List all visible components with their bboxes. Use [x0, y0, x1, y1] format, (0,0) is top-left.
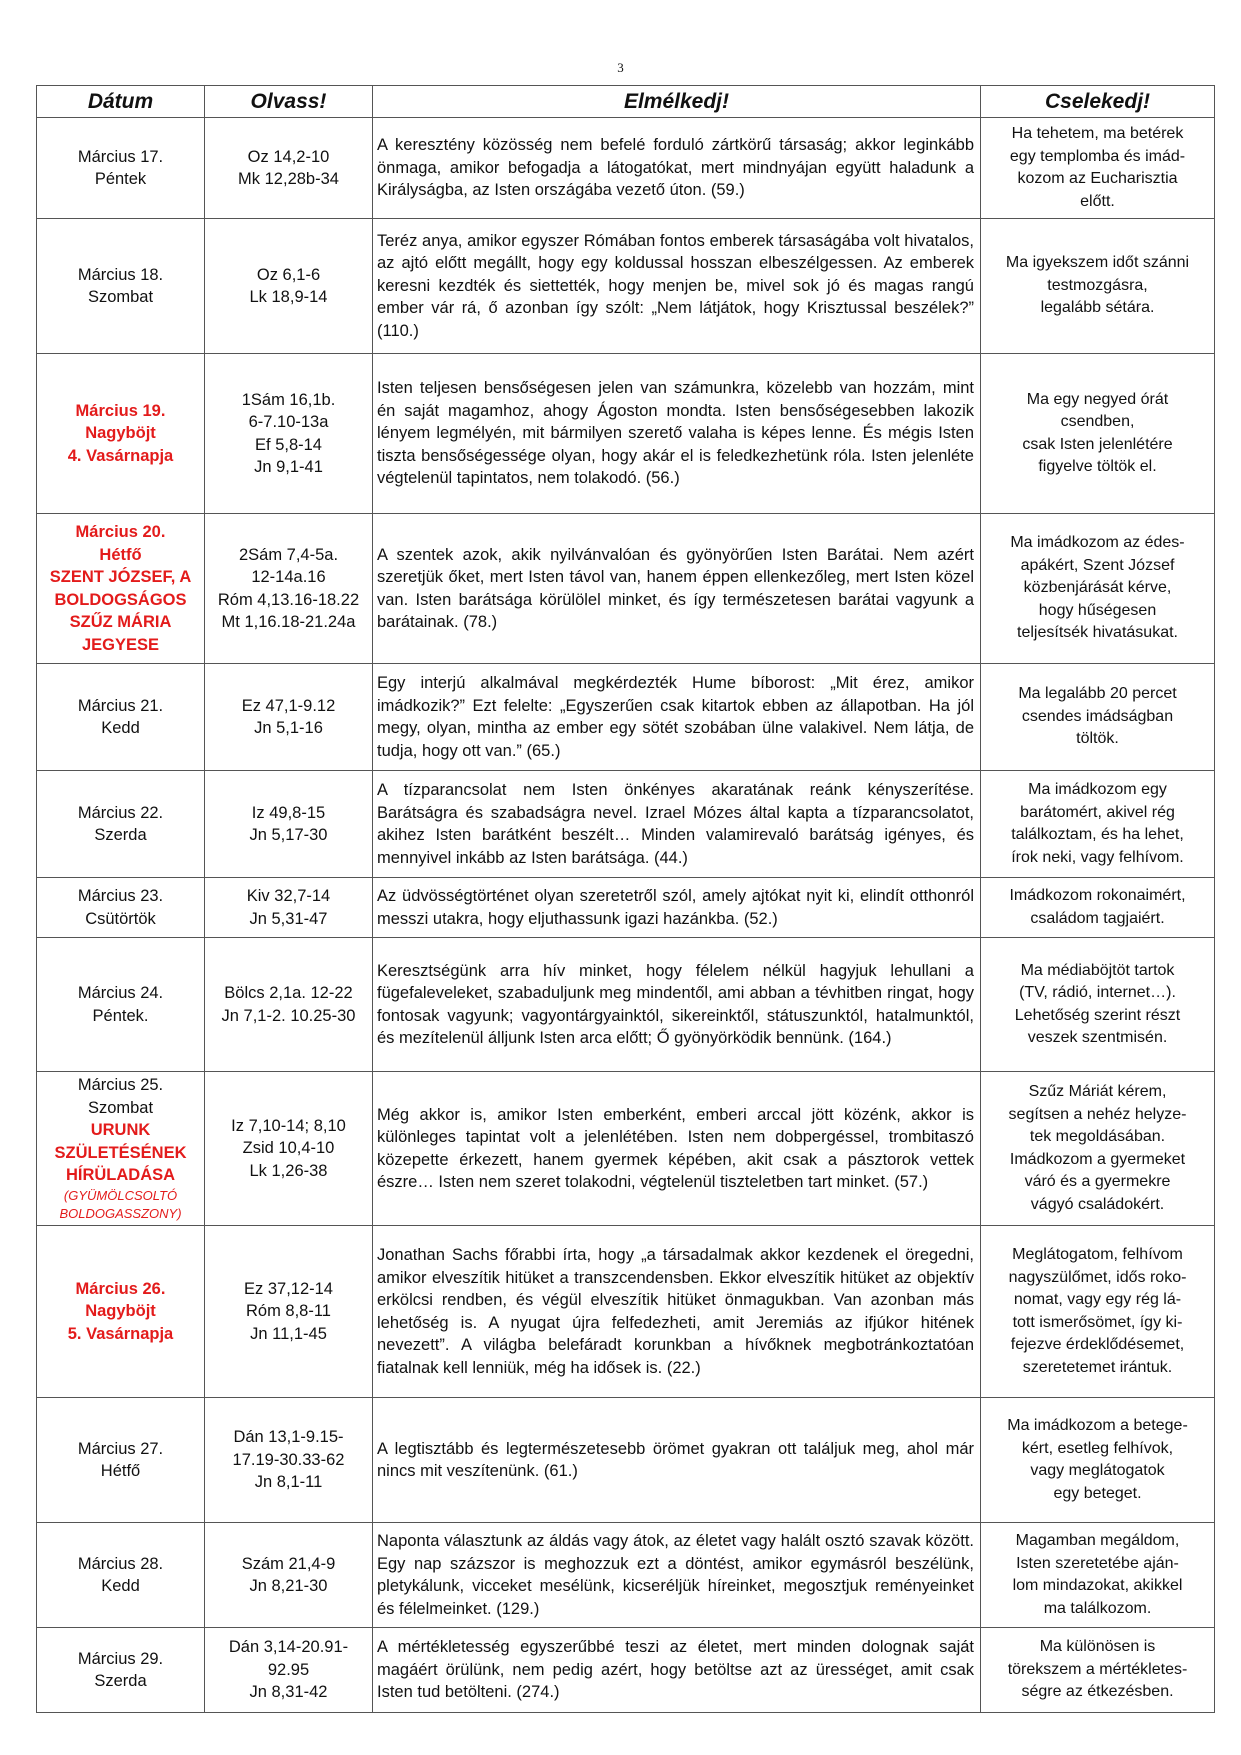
header-read: Olvass!	[205, 86, 373, 118]
action-line: töltök.	[1076, 730, 1119, 748]
reading-reference: Mt 1,16.18-21.24a	[221, 613, 356, 631]
date-cell	[37, 664, 205, 771]
action-line: közbenjárását kérve,	[1023, 579, 1172, 597]
table-row	[37, 514, 1215, 664]
date-line: (GYÜMÖLCSOLTÓ	[63, 1187, 178, 1203]
table-row	[37, 219, 1215, 354]
date-cell	[37, 118, 205, 219]
table-row	[37, 1398, 1215, 1523]
date-line: Március 20.	[75, 523, 166, 541]
date-cell	[37, 878, 205, 938]
date-line: JEGYESE	[81, 635, 160, 654]
reading-reference: Jn 11,1-45	[250, 1324, 327, 1343]
action-line: (TV, rádió, internet…).	[1019, 984, 1176, 1001]
action-line: találkoztam, és ha lehet,	[1011, 826, 1184, 843]
date-cell	[37, 219, 205, 354]
action-line: egy beteget.	[1053, 1484, 1142, 1502]
date-cell	[37, 1398, 205, 1523]
action-line: írok neki, vagy felhívom.	[1011, 848, 1184, 866]
reflection-cell	[373, 354, 981, 514]
reading-reference: Jn 8,31-42	[249, 1683, 328, 1702]
action-line: Lehetőség szerint részt	[1014, 1006, 1181, 1024]
action-line: Ma igyekszem időt szánni	[1005, 254, 1190, 272]
action-line: kozom az Eucharisztia	[1017, 170, 1178, 187]
reading-reference: Róm 8,8-11	[246, 1302, 331, 1321]
date-line: Március 22.	[77, 803, 164, 822]
reflection-text: A szentek azok, akik nyilvánvalóan és gyönyörűen Isten Barátai. Nem azért szeretjük őket, mert Isten távol van, hanem éppen ellenkezőleg, mert Isten közel van. Isten barátsága körülölel minket, és így természetesen barátai vagyunk a barátainak. (78.)	[377, 545, 974, 631]
action-line: szeretetemet irántuk.	[1022, 1358, 1173, 1376]
reading-reference: Ez 47,1-9.12	[241, 696, 336, 715]
date-line: BOLDOGSÁGOS	[54, 590, 187, 609]
reading-cell	[205, 1398, 373, 1523]
date-line: Március 29.	[77, 1649, 164, 1668]
date-line: SZÜLETÉSÉNEK	[54, 1143, 187, 1162]
date-line: 5. Vasárnapja	[67, 1324, 174, 1343]
action-cell	[981, 1226, 1215, 1398]
table-header-row	[37, 86, 1215, 118]
table-row	[37, 771, 1215, 878]
table-row	[37, 1226, 1215, 1398]
date-cell	[37, 1072, 205, 1226]
reading-reference: Iz 49,8-15	[251, 803, 326, 822]
date-line: Március 26.	[75, 1279, 166, 1298]
reflection-text: A keresztény közösség nem befelé forduló zártkörű társaság; akkor leginkább önmaga, amikor befogadja a látogatókat, mert mindnyájan együtt haladunk a Királyságba, az Isten országába vezető úton. (59.)	[377, 136, 974, 200]
date-line: Március 27.	[77, 1439, 164, 1458]
reading-reference: Oz 6,1-6	[256, 265, 321, 284]
header-date: Dátum	[37, 86, 205, 118]
header-act: Cselekedj!	[981, 86, 1215, 118]
reflection-text: Még akkor is, amikor Isten emberként, emberi arccal jött közénk, akkor is különleges tapintat volt a jelenlétében. Isten nem dobpergéssel, trombitaszó közepette érkezett, hanem gyermek képében, akit csak a pásztorok vettek észre… Isten nem szeret tolakodni, végtelenül tiszteletben tart minket. (57.)	[377, 1105, 974, 1191]
reading-reference: Jn 5,31-47	[249, 909, 328, 928]
reading-reference: Dán 3,14-20.91-	[228, 1638, 349, 1657]
reflection-cell	[373, 1628, 981, 1713]
date-line: BOLDOGASSZONY)	[59, 1205, 182, 1221]
reflection-cell	[373, 771, 981, 878]
reading-cell	[205, 219, 373, 354]
action-line: váró és a gyermekre	[1024, 1173, 1171, 1190]
date-line: Hétfő	[100, 1462, 141, 1480]
date-line: Kedd	[101, 719, 140, 737]
reflection-cell	[373, 938, 981, 1072]
reflection-text: Keresztségünk arra hív minket, hogy félelem nélkül hagyjuk lehullani a fügefaleveleket, szabaduljunk meg mindentől, ami abban a tévhitben ringat, hogy fontosak vagyunk; vagyontárgyainktól, sikereinktől, státuszunktól, hatalmunktól, és mezítelenül álljunk Isten arca előtt; Ő gyönyörködik bennünk. (164.)	[377, 961, 974, 1047]
reading-reference: Zsid 10,4-10	[242, 1139, 335, 1158]
reading-cell	[205, 118, 373, 219]
action-cell	[981, 771, 1215, 878]
date-line: Március 28.	[77, 1554, 164, 1573]
table-row	[37, 938, 1215, 1072]
action-line: tott ismerősömet, így ki-	[1012, 1313, 1183, 1331]
action-line: családom tagjaiért.	[1030, 909, 1165, 927]
date-cell	[37, 354, 205, 514]
reading-reference: Jn 5,17-30	[249, 826, 328, 844]
reflection-text: Isten teljesen bensőségesen jelen van számunkra, közelebb van hozzám, mint én saját magamhoz, ahogy Ágoston mondta. Isten bensőségesebben lakozik lényem legmélyén, mit bármilyen szerető valaha is képes lenne. És mégis Isten tiszta bensőségessége olyan, hogy akár el is feledkezhetünk róla. Isten jelenléte végtelenül tapintatos, nem tolakodó. (56.)	[377, 379, 974, 488]
action-line: legalább sétára.	[1040, 299, 1155, 317]
action-line: segítsen a nehéz helyze-	[1008, 1105, 1187, 1123]
action-line: kért, esetleg felhívok,	[1021, 1439, 1174, 1457]
reading-reference: Jn 5,1-16	[254, 719, 323, 737]
reading-reference: Jn 9,1-41	[254, 458, 323, 476]
action-line: Ma imádkozom az édes-	[1010, 534, 1185, 552]
action-line: testmozgásra,	[1047, 276, 1148, 294]
action-line: Isten szeretetébe aján-	[1016, 1554, 1179, 1572]
reading-reference: Lk 1,26-38	[249, 1161, 328, 1180]
reading-reference: 6-7.10-13a	[248, 413, 329, 431]
reflection-text: Teréz anya, amikor egyszer Rómában fontos emberek társaságába volt hivatalos, az ajtó előtt megállt, hogy egy koldussal hosszan elbeszélgessen. Az emberek keresni kezdték és siettették, hogy menjen be, mivel sok jó és magas rangú ember vár rá, ő azonban így szólt: „Nem látjátok, hogy Krisztussal beszélek?” (110.)	[377, 231, 974, 340]
date-line: Szombat	[87, 1098, 154, 1117]
reading-reference: 92.95	[267, 1660, 310, 1679]
action-line: Ha tehetem, ma betérek	[1011, 125, 1184, 142]
table-row	[37, 1628, 1215, 1713]
reading-cell	[205, 514, 373, 664]
action-line: vágyó családokért.	[1030, 1195, 1165, 1213]
date-line: Szerda	[94, 826, 147, 844]
action-cell	[981, 219, 1215, 354]
table-row	[37, 1523, 1215, 1628]
table-row	[37, 664, 1215, 771]
action-line: apákért, Szent József	[1020, 556, 1175, 574]
table-row	[37, 1072, 1215, 1226]
action-line: törekszem a mértékletes-	[1007, 1660, 1188, 1678]
reading-reference: Kiv 32,7-14	[246, 887, 331, 905]
reflection-text: Naponta választunk az áldás vagy átok, az életet vagy halált osztó szavak között. Egy nap százszor is meghozzuk ezt a döntést, amikor egymásról beszélünk, pletykálunk, vicceket mesélünk, kicseréljük híreinket, megosztjuk reményeinket és félelmeinket. (129.)	[377, 1532, 974, 1618]
table-body	[37, 118, 1215, 1713]
action-line: fejezve érdeklődésemet,	[1010, 1336, 1185, 1353]
date-line: SZŰZ MÁRIA	[69, 613, 172, 631]
reading-reference: Bölcs 2,1a. 12-22	[224, 984, 353, 1002]
action-line: Ma egy negyed órát	[1026, 390, 1169, 408]
date-line: Március 21.	[77, 696, 164, 715]
date-line: Szerda	[94, 1672, 147, 1690]
reading-reference: Jn 7,1-2. 10.25-30	[221, 1006, 356, 1025]
action-line: előtt.	[1080, 192, 1115, 210]
action-line: Ma imádkozom a betege-	[1007, 1417, 1188, 1434]
date-cell	[37, 1523, 205, 1628]
action-line: nagyszülőmet, idős roko-	[1008, 1268, 1187, 1286]
date-line: Március 17.	[77, 147, 164, 166]
reading-reference: 2Sám 7,4-5a.	[238, 545, 339, 564]
date-line: Március 24.	[77, 984, 164, 1002]
reading-reference: Ef 5,8-14	[255, 435, 322, 454]
action-line: Ma imádkozom egy	[1028, 781, 1167, 798]
header-reflect: Elmélkedj!	[373, 86, 981, 118]
reading-cell	[205, 1226, 373, 1398]
action-line: Imádkozom rokonaimért,	[1009, 887, 1186, 904]
date-line: Péntek	[94, 170, 147, 188]
action-line: tek megoldásában.	[1029, 1128, 1166, 1145]
date-line: Nagyböjt	[85, 1302, 156, 1321]
date-line: Csütörtök	[85, 909, 156, 928]
reflection-text: A mértékletesség egyszerűbbé teszi az életet, mert minden dolognak saját magáért örülünk, nem pedig azért, hogy betöltse azt az ürességet, amit csak Isten tud betölteni. (274.)	[377, 1638, 974, 1702]
reading-reference: Dán 13,1-9.15-	[233, 1428, 344, 1447]
reflection-text: A tízparancsolat nem Isten önkényes akaratának reánk kényszerítése. Barátságra és szabadságra nevel. Izrael Mózes által kapta a tízparancsolatot, akihez Isten barátként beszélt… Minden valamirevaló barátság igényes, és mennyivel inkább az Isten barátsága. (44.)	[377, 781, 974, 867]
action-cell	[981, 664, 1215, 771]
date-line: Nagyböjt	[85, 424, 156, 443]
action-line: lom mindazokat, akikkel	[1012, 1577, 1183, 1594]
reading-reference: Iz 7,10-14; 8,10	[231, 1116, 346, 1135]
reading-cell	[205, 1072, 373, 1226]
reflection-cell	[373, 1523, 981, 1628]
reflection-cell	[373, 1226, 981, 1398]
action-line: vagy meglátogatok	[1030, 1462, 1165, 1479]
action-line: Ma különösen is	[1039, 1638, 1156, 1656]
action-line: ma találkozom.	[1043, 1599, 1152, 1617]
action-cell	[981, 1523, 1215, 1628]
action-line: egy templomba és imád-	[1009, 147, 1186, 165]
table-row	[37, 118, 1215, 219]
reading-reference: Róm 4,13.16-18.22	[217, 590, 360, 609]
date-line: Március 23.	[77, 887, 164, 905]
reflection-cell	[373, 118, 981, 219]
action-line: Ma médiaböjtöt tartok	[1020, 961, 1175, 979]
reading-cell	[205, 771, 373, 878]
date-line: Március 25.	[77, 1076, 164, 1095]
reading-reference: Oz 14,2-10	[247, 147, 330, 166]
reflection-cell	[373, 514, 981, 664]
reading-reference: 17.19-30.33-62	[232, 1450, 345, 1469]
action-line: barátomért, akivel rég	[1020, 803, 1175, 821]
action-line: hogy hűségesen	[1038, 601, 1157, 619]
action-line: ségre az étkezésben.	[1021, 1683, 1174, 1701]
reflection-cell	[373, 219, 981, 354]
action-cell	[981, 1398, 1215, 1523]
table-row	[37, 354, 1215, 514]
action-cell	[981, 938, 1215, 1072]
reading-reference: Szám 21,4-9	[241, 1554, 336, 1573]
date-line: Március 19.	[75, 401, 166, 420]
action-line: csak Isten jelenlétére	[1022, 435, 1173, 453]
reflection-cell	[373, 664, 981, 771]
date-cell	[37, 771, 205, 878]
reading-reference: Lk 18,9-14	[249, 288, 328, 306]
action-cell	[981, 118, 1215, 219]
reflection-text: Egy interjú alkalmával megkérdezték Hume bíborost: „Mit érez, amikor imádkozik?” Ezt felelte: „Egyszerűen csak kitartok ebben az állapotban. Ha jól megy, olyan, mintha az ember egy sötét szobában ülne valakivel. Nem látja, de tudja, hogy ott van.” (65.)	[377, 674, 974, 760]
reflection-text: Az üdvösségtörténet olyan szeretetről szól, amely ajtókat nyit ki, elindít otthonról messzi utakra, hogy eljuthassunk igazi hazánkba. (52.)	[377, 887, 974, 928]
action-line: csendes imádságban	[1021, 707, 1174, 725]
date-line: 4. Vasárnapja	[67, 446, 174, 465]
action-line: figyelve töltök el.	[1038, 458, 1157, 475]
lent-calendar-table	[36, 85, 1215, 1713]
date-line: SZENT JÓZSEF, A	[49, 568, 192, 586]
reflection-text: A legtisztább és legtermészetesebb örömet gyakran ott találjuk meg, ahol már nincs mit veszítenünk. (61.)	[377, 1439, 974, 1480]
date-line: Hétfő	[99, 545, 142, 564]
action-cell	[981, 878, 1215, 938]
date-line: URUNK	[90, 1121, 151, 1140]
reading-cell	[205, 354, 373, 514]
date-cell	[37, 514, 205, 664]
action-line: Ma legalább 20 percet	[1018, 685, 1177, 703]
date-line: Kedd	[101, 1577, 140, 1595]
action-cell	[981, 514, 1215, 664]
action-cell	[981, 354, 1215, 514]
action-line: csendben,	[1060, 413, 1135, 430]
reflection-cell	[373, 878, 981, 938]
action-line: veszek szentmisén.	[1027, 1029, 1168, 1046]
action-line: Imádkozom a gyermeket	[1009, 1150, 1186, 1168]
reading-cell	[205, 1523, 373, 1628]
action-cell	[981, 1072, 1215, 1226]
action-cell	[981, 1628, 1215, 1713]
reading-reference: Ez 37,12-14	[244, 1279, 333, 1298]
date-cell	[37, 938, 205, 1072]
action-line: Szűz Máriát kérem,	[1028, 1083, 1167, 1100]
reading-reference: Jn 8,1-11	[254, 1473, 323, 1492]
reflection-text: Jonathan Sachs főrabbi írta, hogy „a társadalmak akkor kezdenek el öregedni, amikor elveszítik hitüket a transzcendensben. Ekkor elveszítik hitüket az objektív erkölcsi rendben, és végül elveszítik hitüket önmagukban. Van azonban más lehetőség is. A nyugat újra felfedezheti, amit Jeremiás az ifjúkor hitének nevezett”. A világba belefáradt korunkban a hívőknek megbotránkoztatóan fiatalnak kell lenniük, még ha idősek is. (22.)	[377, 1246, 974, 1377]
action-line: teljesítsék hivatásukat.	[1017, 624, 1178, 642]
reading-cell	[205, 1628, 373, 1713]
page-number: 3	[617, 60, 624, 75]
action-line: nomat, vagy egy rég lá-	[1013, 1291, 1182, 1308]
table-row	[37, 878, 1215, 938]
reading-cell	[205, 664, 373, 771]
date-line: Péntek.	[92, 1006, 149, 1025]
date-line: HÍRÜLADÁSA	[65, 1166, 176, 1185]
action-line: Magamban megáldom,	[1015, 1532, 1180, 1549]
reading-reference: Mk 12,28b-34	[238, 170, 339, 188]
action-line: Meglátogatom, felhívom	[1012, 1246, 1183, 1263]
reflection-cell	[373, 1398, 981, 1523]
date-cell	[37, 1226, 205, 1398]
date-cell	[37, 1628, 205, 1713]
reading-cell	[205, 938, 373, 1072]
reading-cell	[205, 878, 373, 938]
reflection-cell	[373, 1072, 981, 1226]
reading-reference: 1Sám 16,1b.	[241, 390, 336, 409]
reading-reference: Jn 8,21-30	[249, 1577, 328, 1595]
date-line: Szombat	[87, 288, 154, 306]
date-line: Március 18.	[77, 265, 164, 284]
reading-reference: 12-14a.16	[251, 568, 326, 586]
